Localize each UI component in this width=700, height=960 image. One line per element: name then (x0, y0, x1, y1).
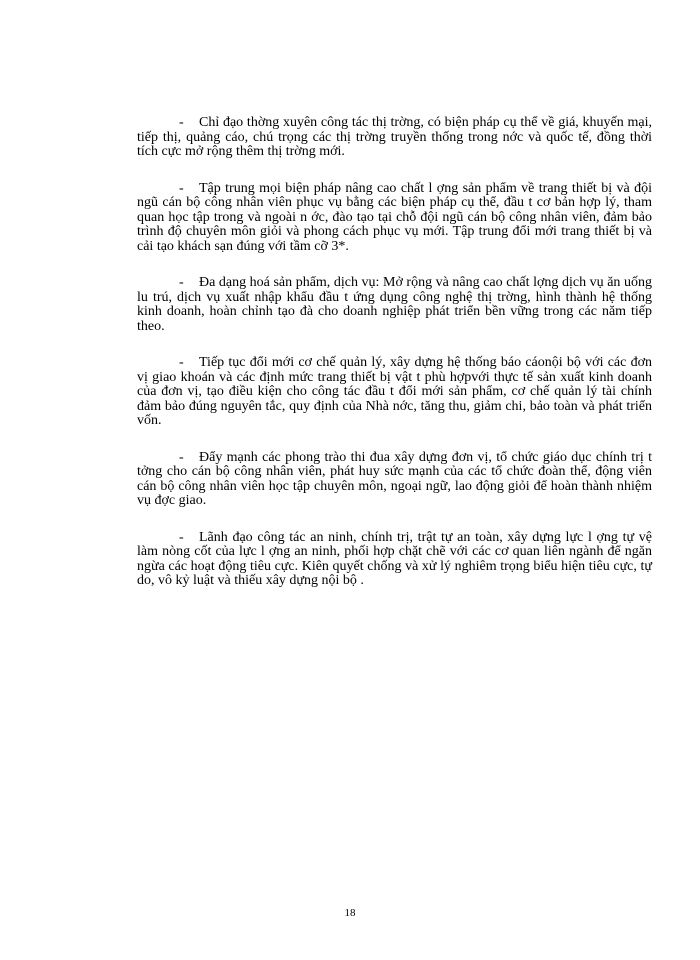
paragraph-3 (137, 276, 652, 334)
paragraph-1-text: Chỉ đạo thờng xuyên công tác thị trờng, có biện pháp cụ thể về giá, khuyến mại, tiếp thị, quảng cáo, chú trọng các thị trờng truyền thống trong nớc và quốc tế, đồng thời tích cực mở rộng thêm thị trờng mới. (137, 115, 652, 159)
bullet-dash: - (179, 275, 184, 290)
paragraph-6 (137, 531, 652, 589)
bullet-dash: - (179, 355, 184, 370)
paragraph-3-text: Đa dạng hoá sản phẩm, dịch vụ: Mở rộng và nâng cao chất lợng dịch vụ ăn uống lu trú, dịch vụ xuất nhập khẩu đầu t ứng dụng công nghệ thị trờng, hình thành hệ thống kinh doanh, hoàn chỉnh tạo đà cho doanh nghiệp phát triển bền vững trong các năm tiếp theo. (137, 275, 652, 334)
document-body (137, 116, 652, 611)
paragraph-5-text: Đẩy mạnh các phong trào thi đua xây dựng đơn vị, tổ chức giáo dục chính trị t tởng cho cán bộ công nhân viên, phát huy sức mạnh của các tổ chức đoàn thể, động viên cán bộ công nhân viên học tập chuyên môn, ngoại ngữ, lao động giỏi để hoàn thành nhiệm vụ đợc giao. (137, 449, 652, 508)
bullet-dash: - (179, 449, 184, 465)
paragraph-1 (137, 116, 652, 160)
page-number: 18 (344, 907, 356, 919)
paragraph-2-text: Tập trung mọi biện pháp nâng cao chất l ợng sản phẩm về trang thiết bị và đội ngũ cán bộ công nhân viên phục vụ bằng các biện pháp cụ thể, đầu t cơ bản hợp lý, tham quan học tập trong và ngoài n ớc, đào tạo tại chỗ đội ngũ cán bộ công nhân viên, đảm bảo trình độ chuyên môn giỏi và phong cách phục vụ mới. Tập trung đổi mới trang thiết bị và cải tạo khách sạn đúng với tầm cỡ 3*. (137, 180, 652, 254)
paragraph-4-text: Tiếp tục đổi mới cơ chế quản lý, xây dựng hệ thống báo cáonội bộ với các đơn vị giao khoán và các định mức trang thiết bị vật t phù hợpvới thực tế sản xuất kinh doanh của đơn vị, tạo điều kiện cho công tác đầu t đổi mới sản phẩm, cơ chế quản lý tài chính đảm bảo đúng nguyên tắc, quy định của Nhà nớc, tăng thu, giảm chi, bảo toàn và phát triển vốn. (137, 355, 652, 428)
paragraph-6-text: Lãnh đạo công tác an ninh, chính trị, trật tự an toàn, xây dựng lực l ợng tự vệ làm nòng cốt của lực l ợng an ninh, phối hợp chặt chẽ với các cơ quan liên ngành để ngăn ngừa các hoạt động tiêu cực. Kiên quyết chống và xử lý nghiêm trọng biểu hiện tiêu cực, tự do, vô kỷ luật và thiếu xây dựng nội bộ . (137, 529, 652, 588)
bullet-dash: - (179, 115, 184, 130)
paragraph-4 (137, 356, 652, 429)
bullet-dash: - (179, 180, 184, 196)
paragraph-5 (137, 451, 652, 509)
bullet-dash: - (179, 529, 184, 545)
paragraph-2 (137, 182, 652, 255)
